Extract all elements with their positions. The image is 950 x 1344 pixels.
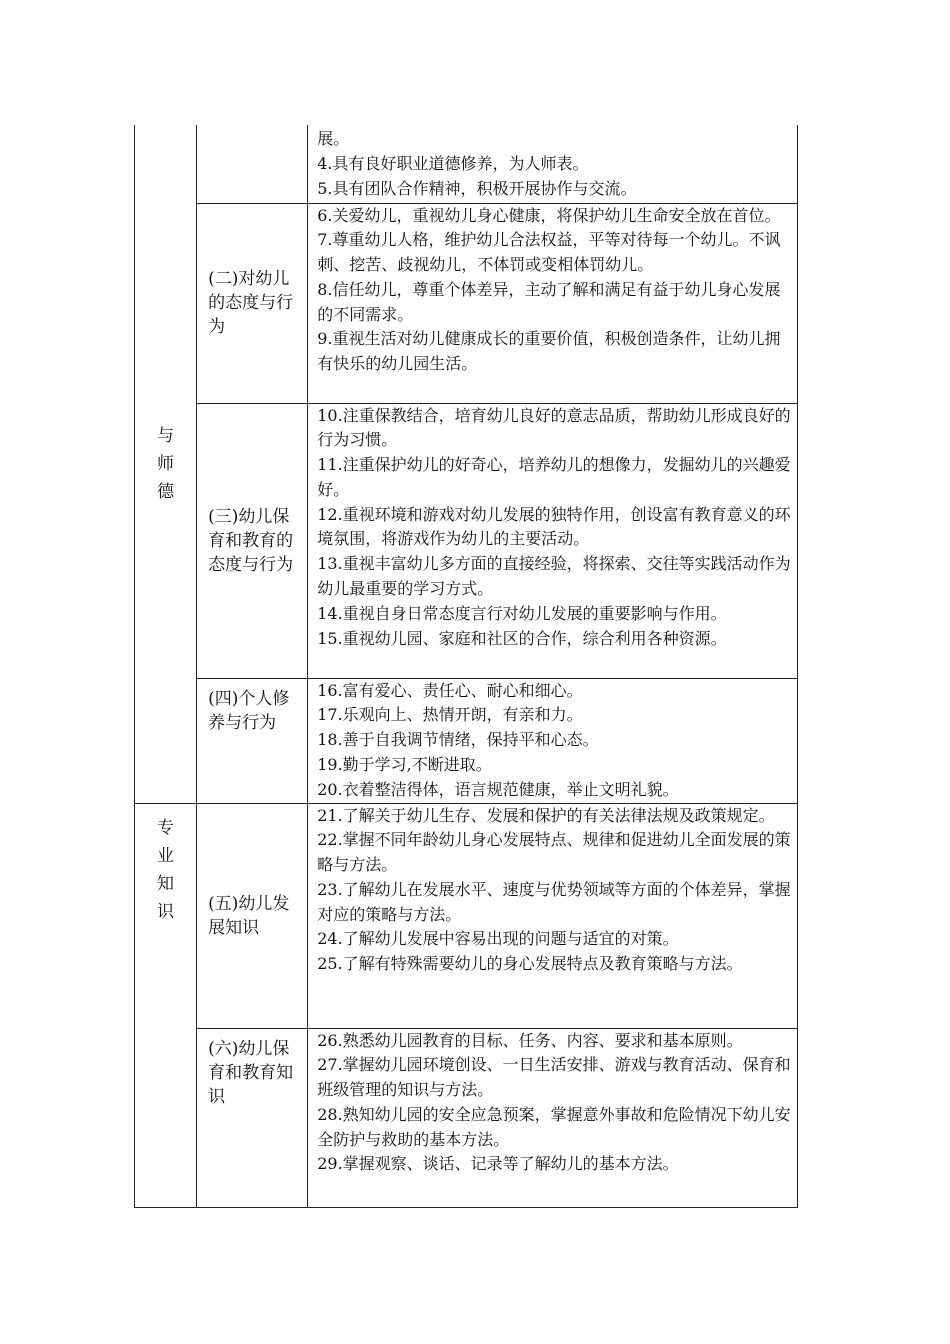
table-row [135, 678, 798, 803]
table-row [135, 1028, 798, 1207]
list-item: 20.衣着整洁得体，语言规范健康，举止文明礼貌。 [317, 779, 679, 799]
list-item: 27.掌握幼儿园环境创设、一日生活安排、游戏与教育活动、保育和班级管理的知识与方法。 [317, 1055, 791, 1100]
table-row [135, 803, 798, 1028]
list-item: 12.重视环境和游戏对幼儿发展的独特作用，创设富有教育意义的环境氛围，将游戏作为幼儿的主要活动。 [317, 504, 791, 549]
field-cell: (六)幼儿保育和教育知识 [197, 1028, 308, 1207]
requirements-cell [308, 125, 798, 203]
list-item: 18.善于自我调节情绪，保持平和心态。 [317, 730, 599, 750]
list-item: 28.熟知幼儿园的安全应急预案，掌握意外事故和危险情况下幼儿安全防护与救助的基本方法。 [317, 1104, 791, 1149]
dimension-char: 识 [157, 901, 175, 922]
dimension-char: 与 [157, 425, 175, 446]
dimension-char: 专 [157, 817, 175, 838]
table-row [135, 203, 798, 403]
list-item: 25.了解有特殊需要幼儿的身心发展特点及教育策略与方法。 [317, 954, 743, 974]
dimension-char: 知 [157, 873, 175, 894]
list-item: 22.掌握不同年龄幼儿身心发展特点、规律和促进幼儿全面发展的策略与方法。 [317, 830, 791, 875]
list-item: 24.了解幼儿发展中容易出现的问题与适宜的对策。 [317, 929, 679, 949]
requirements-cell [308, 403, 798, 678]
list-item: 26.熟悉幼儿园教育的目标、任务、内容、要求和基本原则。 [317, 1030, 743, 1050]
list-item: 11.注重保护幼儿的好奇心，培养幼儿的想像力，发掘幼儿的兴趣爱好。 [317, 455, 791, 499]
field-cell: (五)幼儿发展知识 [197, 803, 308, 1028]
list-item: 16.富有爱心、责任心、耐心和细心。 [317, 680, 583, 700]
list-item: 23.了解幼儿在发展水平、速度与优势领域等方面的个体差异，掌握对应的策略与方法。 [317, 879, 791, 924]
requirements-cell [308, 1028, 798, 1207]
list-item: 5.具有团队合作精神，积极开展协作与交流。 [317, 178, 637, 198]
requirements-cell [308, 203, 798, 403]
list-item: 14.重视自身日常态度言行对幼儿发展的重要影响与作用。 [317, 603, 727, 623]
requirements-cell [308, 803, 798, 1028]
list-item: 4.具有良好职业道德修养，为人师表。 [317, 153, 589, 173]
list-item: 21.了解关于幼儿生存、发展和保护的有关法律法规及政策规定。 [317, 805, 775, 825]
list-item: 10.注重保教结合，培育幼儿良好的意志品质，帮助幼儿形成良好的行为习惯。 [317, 405, 791, 450]
list-item: 13.重视丰富幼儿多方面的直接经验，将探索、交往等实践活动作为幼儿最重要的学习方式。 [317, 554, 791, 599]
field-cell: (三)幼儿保育和教育的态度与行为 [197, 403, 308, 678]
list-item: 17.乐观向上、热情开朗，有亲和力。 [317, 705, 583, 725]
field-cell: (二)对幼儿的态度与行为 [197, 203, 308, 403]
list-item: 7.尊重幼儿人格，维护幼儿合法权益，平等对待每一个幼儿。不讽刺、挖苦、歧视幼儿，不体罚或变相体罚幼儿。 [317, 230, 781, 275]
list-item: 6.关爱幼儿，重视幼儿身心健康，将保护幼儿生命安全放在首位。 [317, 205, 781, 225]
requirements-cell [308, 678, 798, 803]
field-cell [197, 125, 308, 203]
list-item: 9.重视生活对幼儿健康成长的重要价值，积极创造条件，让幼儿拥有快乐的幼儿园生活。 [317, 329, 781, 374]
list-item: 15.重视幼儿园、家庭和社区的合作，综合利用各种资源。 [317, 628, 727, 648]
dimension-char: 德 [157, 481, 175, 502]
dimension-char: 业 [157, 845, 175, 866]
list-item: 29.掌握观察、谈话、记录等了解幼儿的基本方法。 [317, 1154, 679, 1174]
table-row [135, 403, 798, 678]
field-cell: (四)个人修养与行为 [197, 678, 308, 803]
list-item: 19.勤于学习,不断进取。 [317, 754, 492, 774]
table-row [135, 125, 798, 203]
dimension-cell [135, 803, 197, 1207]
standards-table [134, 125, 798, 1208]
list-item: 8.信任幼儿，尊重个体差异，主动了解和满足有益于幼儿身心发展的不同需求。 [317, 279, 781, 324]
dimension-char: 师 [157, 453, 175, 474]
dimension-cell [135, 125, 197, 803]
list-item: 展。 [317, 129, 350, 148]
